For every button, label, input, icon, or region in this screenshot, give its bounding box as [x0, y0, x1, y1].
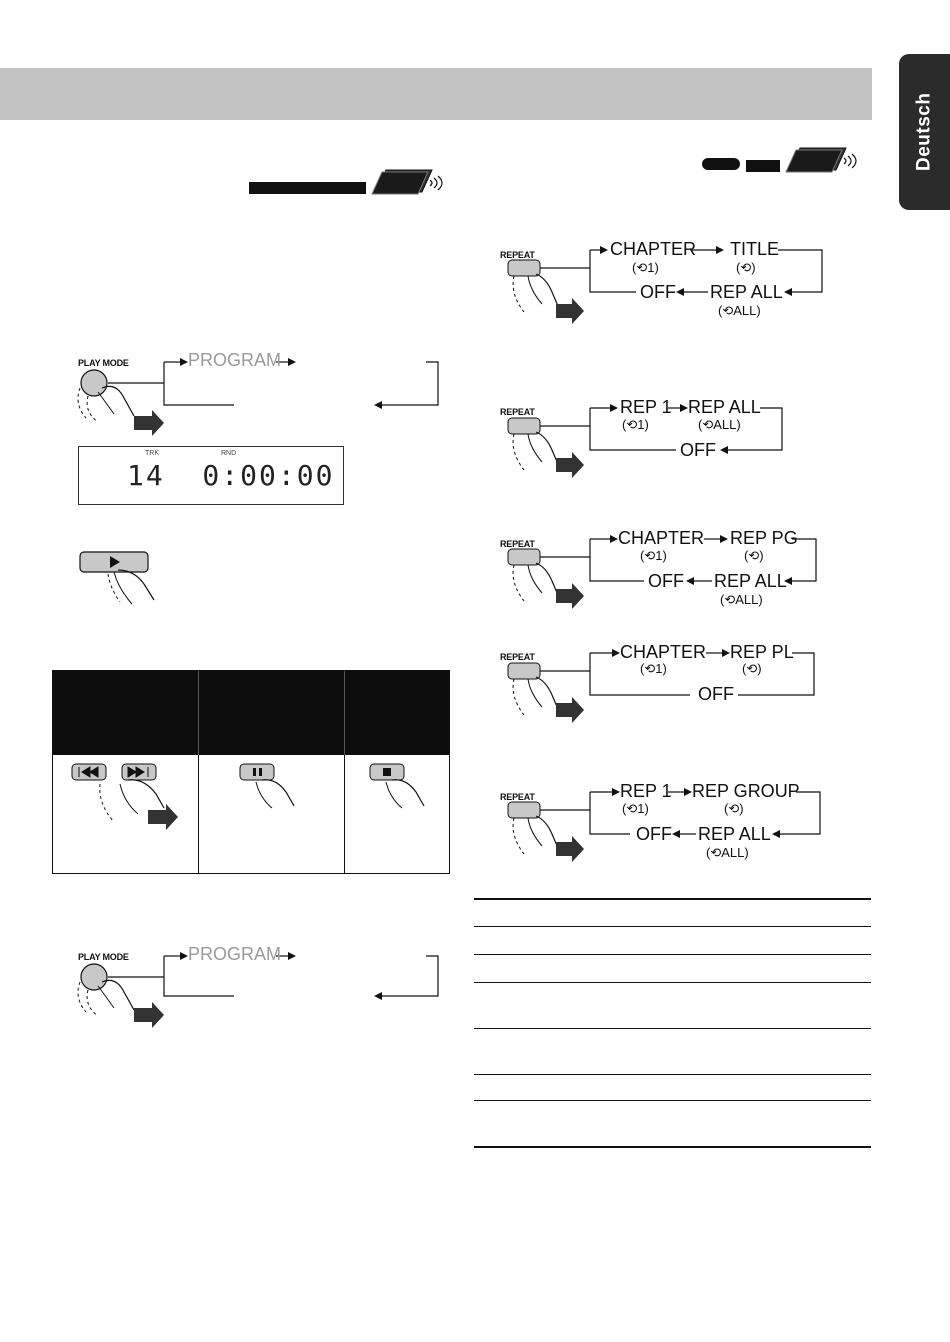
trk-label: TRK [145, 450, 159, 457]
disc-badge-icon [368, 166, 450, 196]
repeat-label: REPEAT [500, 792, 535, 802]
repeat-step-label: OFF [640, 282, 676, 302]
repeat-label: REPEAT [500, 250, 535, 260]
repeat-step-label: CHAPTER [610, 239, 697, 259]
section-header-band [0, 68, 872, 120]
table-rule [474, 1100, 871, 1101]
table-rule-top [474, 898, 871, 900]
repeat-step-label: REP ALL [698, 824, 771, 844]
repeat-step-label: REP 1 [620, 781, 672, 801]
table-rule [474, 926, 871, 927]
repeat-step-label: TITLE [730, 239, 780, 259]
table-rule-bottom [474, 1146, 871, 1148]
repeat-step-sub: (⟲) [744, 548, 764, 563]
header-divider [344, 671, 345, 755]
repeat-step-sub: (⟲1) [632, 260, 659, 275]
lcd-display [78, 446, 344, 505]
header-divider [198, 671, 199, 755]
repeat-step-sub: (⟲ALL) [706, 845, 749, 860]
repeat-label: REPEAT [500, 407, 535, 417]
repeat-step-sub: (⟲) [724, 801, 744, 816]
language-tab-label: Deutsch [913, 92, 935, 172]
table-header-row [53, 671, 449, 755]
repeat-step-label: REP 1 [620, 397, 672, 417]
repeat-step-sub: (⟲) [742, 661, 762, 676]
skip-buttons[interactable] [66, 758, 196, 838]
play-button[interactable] [78, 550, 168, 610]
repeat-step-label: OFF [698, 684, 734, 704]
repeat-step-label: REP PL [730, 642, 794, 662]
table-rule [474, 1074, 871, 1075]
repeat-step-sub: (⟲1) [622, 801, 649, 816]
table-rule [474, 1028, 871, 1029]
program-mode-text: PROGRAM [188, 350, 282, 370]
repeat-step-sub: (⟲1) [622, 417, 649, 432]
play-mode-label: PLAY MODE [78, 952, 129, 962]
repeat-label: REPEAT [500, 539, 535, 549]
repeat-label: REPEAT [500, 652, 535, 662]
repeat-step-label: CHAPTER [620, 642, 707, 662]
repeat-step-sub: (⟲ALL) [718, 303, 761, 318]
display-readout: 14 0:00:00 [127, 459, 335, 492]
title-redaction-bar [249, 182, 366, 194]
rnd-label: RND [221, 450, 237, 457]
repeat-step-label: REP PG [730, 528, 798, 548]
repeat-step-sub: (⟲1) [640, 548, 667, 563]
play-mode-label: PLAY MODE [78, 358, 129, 368]
repeat-step-label: CHAPTER [618, 528, 705, 548]
repeat-step-label: REP ALL [688, 397, 761, 417]
repeat-step-label: REP GROUP [692, 781, 800, 801]
disc-badge-icon [782, 144, 864, 174]
format-badge-2 [746, 160, 780, 172]
format-badge-1 [702, 158, 740, 170]
pause-button[interactable] [236, 760, 306, 820]
stop-button[interactable] [366, 760, 436, 820]
repeat-step-label: REP ALL [714, 571, 787, 591]
program-mode-text: PROGRAM [188, 944, 282, 964]
repeat-step-sub: (⟲ALL) [720, 592, 763, 607]
repeat-step-sub: (⟲) [736, 260, 756, 275]
table-rule [474, 982, 871, 983]
table-rule [474, 954, 871, 955]
language-tab[interactable] [899, 54, 950, 210]
repeat-step-label: REP ALL [710, 282, 783, 302]
repeat-step-sub: (⟲1) [640, 661, 667, 676]
repeat-step-label: OFF [648, 571, 684, 591]
repeat-step-sub: (⟲ALL) [698, 417, 741, 432]
repeat-step-label: OFF [680, 440, 716, 460]
repeat-step-label: OFF [636, 824, 672, 844]
